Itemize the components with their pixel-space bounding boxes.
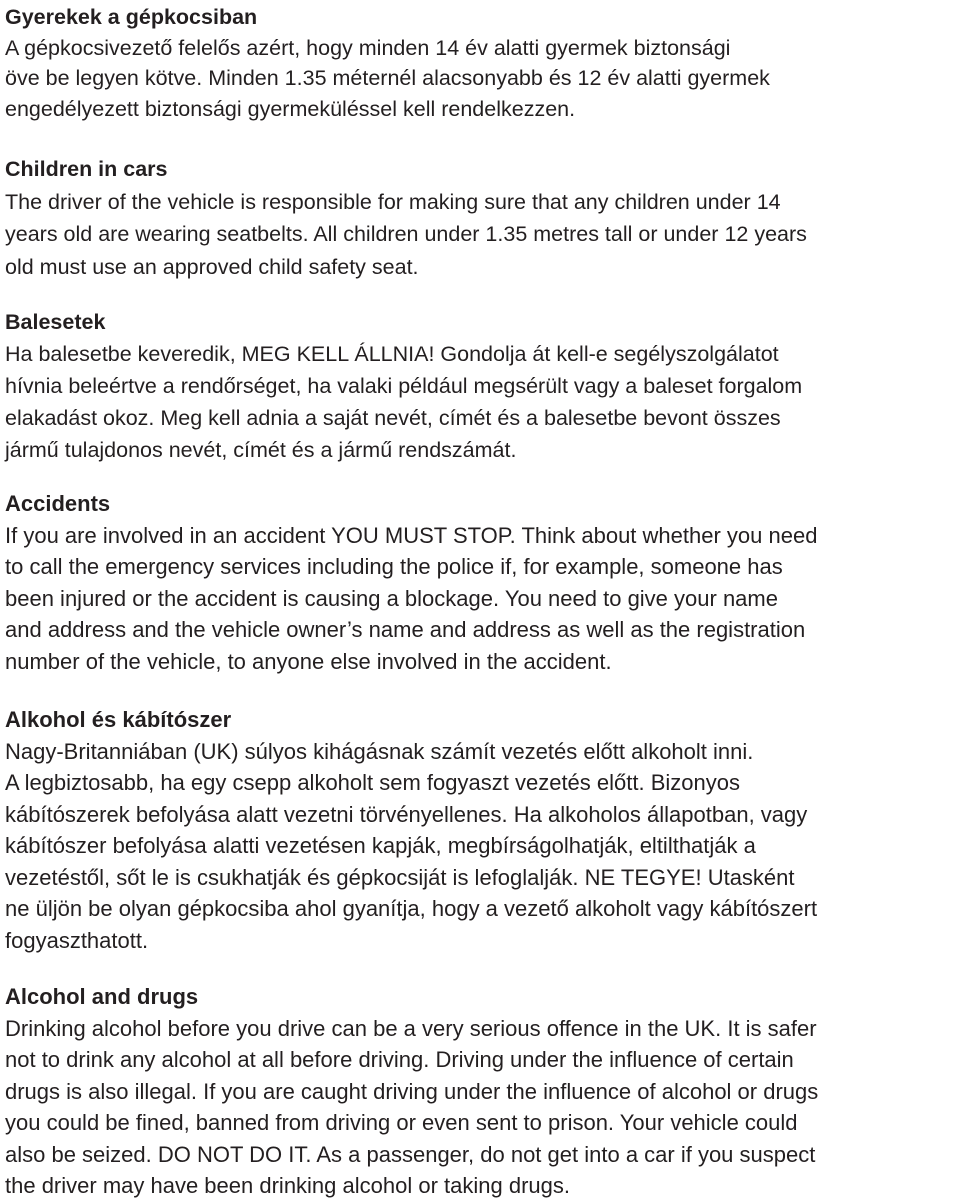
paragraph-line: the driver may have been drinking alcohol or taking drugs. <box>5 1173 570 1198</box>
paragraph-line: vezetéstől, sőt le is csukhatják és gépkocsiját is lefoglalják. NE TEGYE! Utasként <box>5 864 795 890</box>
paragraph-line: Ha balesetbe keveredik, MEG KELL ÁLLNIA! Gondolja át kell-e segélyszolgálatot <box>5 342 779 366</box>
paragraph-line: old must use an approved child safety seat. <box>5 254 419 279</box>
paragraph-line: hívnia beleértve a rendőrséget, ha valaki például megsérült vagy a baleset forgalom <box>5 374 803 398</box>
paragraph-line: you could be fined, banned from driving or even sent to prison. Your vehicle could <box>5 1110 798 1135</box>
paragraph-line: years old are wearing seatbelts. All children under 1.35 metres tall or under 12 years <box>5 222 807 246</box>
section-heading: Alkohol és kábítószer <box>5 707 232 732</box>
section-alcohol-drugs-hu <box>5 704 955 956</box>
paragraph-line: Drinking alcohol before you drive can be a very serious offence in the UK. It is safer <box>5 1015 817 1041</box>
section-accidents-hu <box>5 306 955 466</box>
section-heading: Accidents <box>5 491 111 516</box>
paragraph-line: been injured or the accident is causing a blockage. You need to give your name <box>5 585 778 611</box>
section-alcohol-drugs-en <box>5 981 955 1202</box>
paragraph-line: A gépkocsivezető felelős azért, hogy minden 14 év alatti gyermek biztonsági <box>5 35 731 60</box>
paragraph-line: ne üljön be olyan gépkocsiba ahol gyanítja, hogy a vezető alkoholt vagy kábítószert <box>5 896 818 921</box>
section-heading: Gyerekek a gépkocsiban <box>5 5 258 29</box>
section-children-in-cars-hu <box>5 2 955 124</box>
paragraph-line: not to drink any alcohol at all before driving. Driving under the influence of certain <box>5 1047 794 1072</box>
paragraph-line: drugs is also illegal. If you are caught driving under the influence of alcohol or drugs <box>5 1078 819 1104</box>
paragraph-line: number of the vehicle, to anyone else involved in the accident. <box>5 648 612 674</box>
paragraph-line: jármű tulajdonos nevét, címét és a jármű rendszámát. <box>5 438 517 462</box>
paragraph-line: öve be legyen kötve. Minden 1.35 méternél alacsonyabb és 12 év alatti gyermek <box>5 66 770 90</box>
paragraph-line: elakadást okoz. Meg kell adnia a saját nevét, címét és a balesetbe bevont összes <box>5 406 781 430</box>
paragraph-line: also be seized. DO NOT DO IT. As a passenger, do not get into a car if you suspect <box>5 1141 816 1167</box>
paragraph-line: fogyaszthatott. <box>5 927 149 953</box>
paragraph-line: A legbiztosabb, ha egy csepp alkoholt sem fogyaszt vezetés előtt. Bizonyos <box>5 770 740 795</box>
section-heading: Children in cars <box>5 157 168 181</box>
section-accidents-en <box>5 488 955 677</box>
paragraph-line: kábítószer befolyása alatti vezetésen kapják, megbírságolhatják, eltilthatják a <box>5 833 756 858</box>
paragraph-line: and address and the vehicle owner’s name and address as well as the registration <box>5 617 806 642</box>
section-heading: Balesetek <box>5 310 106 334</box>
section-heading: Alcohol and drugs <box>5 984 199 1009</box>
paragraph-line: Nagy-Britanniában (UK) súlyos kihágásnak számít vezetés előtt alkoholt inni. <box>5 738 754 764</box>
paragraph-line: The driver of the vehicle is responsible for making sure that any children under 14 <box>5 189 781 214</box>
paragraph-line: If you are involved in an accident YOU MUST STOP. Think about whether you need <box>5 522 818 548</box>
paragraph-line: engedélyezett biztonsági gyermeküléssel kell rendelkezzen. <box>5 96 576 121</box>
section-children-in-cars-en <box>5 153 955 283</box>
paragraph-line: to call the emergency services including the police if, for example, someone has <box>5 554 783 579</box>
paragraph-line: kábítószerek befolyása alatt vezetni törvényellenes. Ha alkoholos állapotban, vagy <box>5 801 808 827</box>
